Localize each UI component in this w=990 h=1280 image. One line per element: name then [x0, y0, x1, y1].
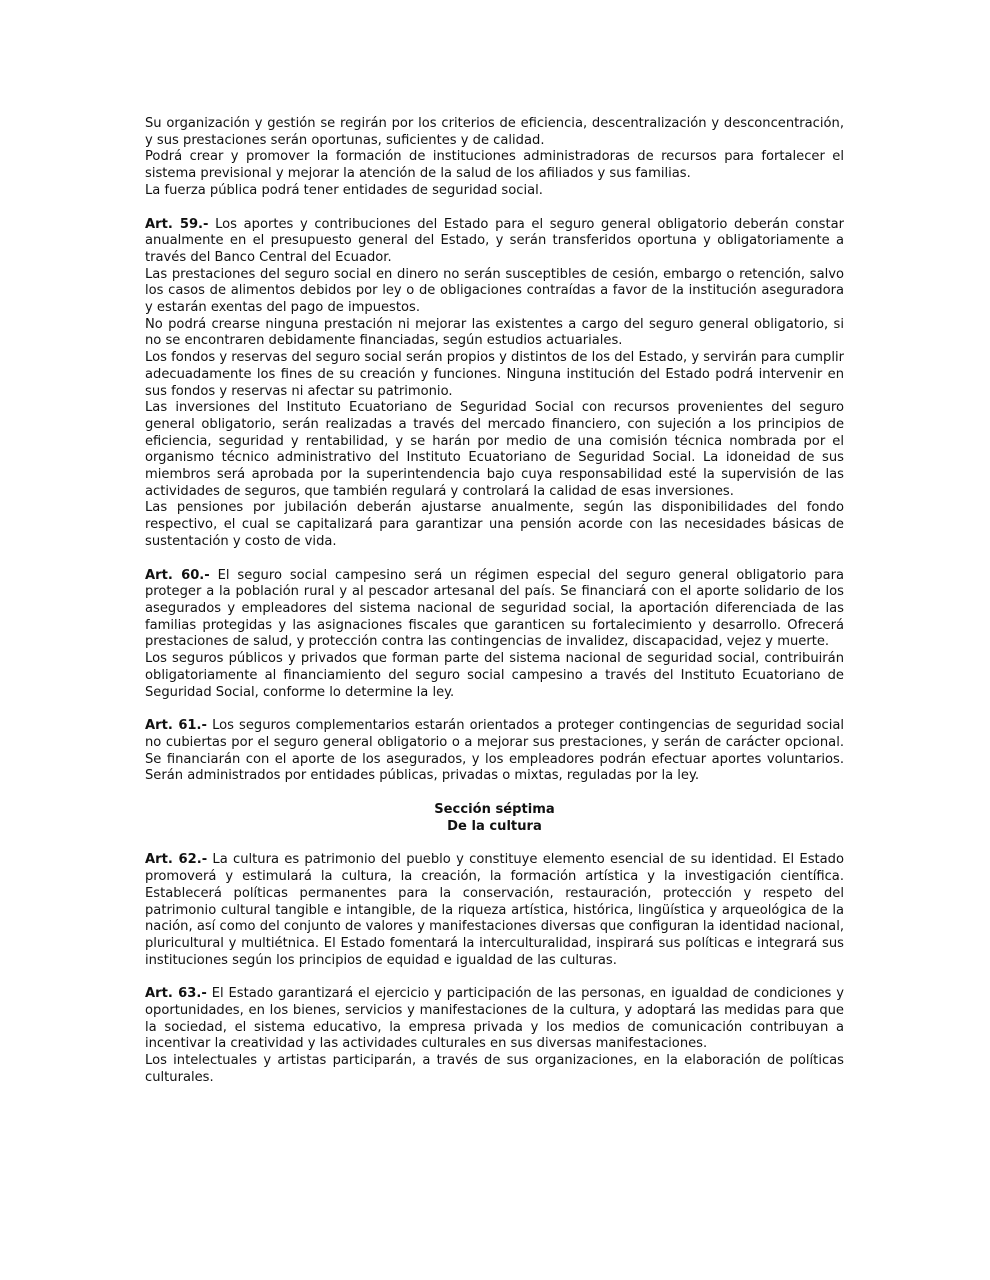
paragraph-gap — [145, 551, 844, 568]
article-paragraph: Los fondos y reservas del seguro social serán propios y distintos de los del Estado, y servirán para cumplir adecuadamente los fines de su creación y funciones. Ninguna institución del Estado podrá intervenir en sus fondos y reservas ni afectar su patrimonio. — [145, 350, 844, 399]
paragraph-gap — [145, 200, 844, 217]
paragraph-gap — [145, 785, 844, 802]
article-paragraph: Las pensiones por jubilación deberán ajustarse anualmente, según las disponibilidades del fondo respectivo, el cual se capitalizará para garantizar una pensión acorde con las necesidades básicas de sustentación y costo de vida. — [145, 500, 844, 549]
article-63 — [145, 986, 844, 1053]
article-paragraph: No podrá crearse ninguna prestación ni mejorar las existentes a cargo del seguro general obligatorio, si no se encontraren debidamente financiadas, según estudios actuariales. — [145, 316, 844, 349]
article-text: El Estado garantizará el ejercicio y participación de las personas, en igualdad de condiciones y oportunidades, en los bienes, servicios y manifestaciones de la cultura, y adoptará las medidas para que la sociedad, el sistema educativo, la empresa privada y los medios de comunicación contribuyan a incentivar la creatividad y las actividades culturales en sus diversas manifestaciones. — [145, 986, 845, 1052]
article-paragraph: Los seguros públicos y privados que forman parte del sistema nacional de seguridad social, contribuirán obligatoriamente al financiamiento del seguro social campesino a través del Instituto Ecuatoriano de Seguridad Social, conforme lo determine la ley. — [145, 651, 844, 700]
article-text: Los seguros complementarios estarán orientados a proteger contingencias de seguridad social no cubiertas por el seguro general obligatorio o a mejorar sus prestaciones, y serán de carácter opcional. Se financiarán con el aporte de los asegurados, y los empleadores podrán efectuar aportes voluntarios. Serán administrados por entidades públicas, privadas o mixtas, reguladas por la ley. — [145, 718, 845, 784]
article-62 — [145, 852, 844, 969]
paragraph-gap — [145, 969, 844, 986]
article-paragraph: Las prestaciones del seguro social en dinero no serán susceptibles de cesión, embargo o retención, salvo los casos de alimentos debidos por ley o de obligaciones contraídas a favor de la institución aseguradora y estarán exentas del pago de impuestos. — [145, 266, 844, 316]
article-text: El seguro social campesino será un régimen especial del seguro general obligatorio para proteger a la población rural y al pescador artesanal del país. Se financiará con el aporte solidario de los asegurados y empleadores del sistema nacional de seguridad social, la aportación diferenciada de las familias protegidas y las asignaciones fiscales que garanticen su fortalecimiento y desarrollo. Ofrecerá prestaciones de salud, y protección contra las contingencias de invalidez, discapacidad, vejez y muerte. — [145, 567, 844, 650]
intro-paragraph: Su organización y gestión se regirán por los criterios de eficiencia, descentralización y desconcentración, y sus prestaciones serán oportunas, suficientes y de calidad. — [145, 116, 844, 148]
section-title: Sección séptima — [434, 802, 555, 818]
article-number: Art. 62.- — [145, 852, 208, 868]
article-number: Art. 63.- — [145, 986, 207, 1002]
paragraph-gap — [145, 701, 844, 718]
article-61 — [145, 718, 844, 785]
article-paragraph: Las inversiones del Instituto Ecuatoriano de Seguridad Social con recursos provenientes del seguro general obligatorio, serán realizadas a través del mercado financiero, con sujeción a los principios de eficiencia, seguridad y rentabilidad, y se harán por medio de una comisión técnica nombrada por el organismo técnico administrativo del Instituto Ecuatoriano de Seguridad Social. La idoneidad de sus miembros será aprobada por la superintendencia bajo cuya responsabilidad esté la supervisión de las actividades de seguros, que también regulará y controlará la calidad de esas inversiones. — [145, 400, 844, 499]
article-59 — [145, 217, 844, 267]
article-number: Art. 61.- — [145, 718, 207, 734]
article-number: Art. 59.- — [145, 216, 209, 232]
section-subtitle: De la cultura — [447, 818, 542, 834]
document-page — [145, 116, 844, 1087]
article-text: La cultura es patrimonio del pueblo y constituye elemento esencial de su identidad. El Estado promoverá y estimulará la cultura, la creación, la formación artística y la investigación científica. Establecerá políticas permanentes para la conservación, restauración, protección y respeto del patrimonio cultural tangible e intangible, de la riqueza artística, histórica, lingüística y arqueológica de la nación, así como del conjunto de valores y manifestaciones diversas que configuran la identidad nacional, pluricultural y multiétnica. El Estado fomentará la interculturalidad, inspirará sus políticas e integrará sus instituciones según los principios de equidad e igualdad de las culturas. — [145, 852, 844, 968]
article-60 — [145, 568, 844, 652]
article-paragraph: Los intelectuales y artistas participarán, a través de sus organizaciones, en la elaboración de políticas culturales. — [145, 1053, 844, 1085]
paragraph-gap — [145, 835, 844, 852]
intro-paragraph: La fuerza pública podrá tener entidades de seguridad social. — [145, 182, 543, 198]
article-number: Art. 60.- — [145, 567, 210, 583]
intro-paragraph: Podrá crear y promover la formación de instituciones administradoras de recursos para fortalecer el sistema previsional y mejorar la atención de la salud de los afiliados y sus familias. — [145, 149, 844, 182]
article-text: Los aportes y contribuciones del Estado para el seguro general obligatorio deberán constar anualmente en el presupuesto general del Estado, y serán transferidos oportuna y obligatoriamente a través del Banco Central del Ecuador. — [145, 216, 844, 265]
